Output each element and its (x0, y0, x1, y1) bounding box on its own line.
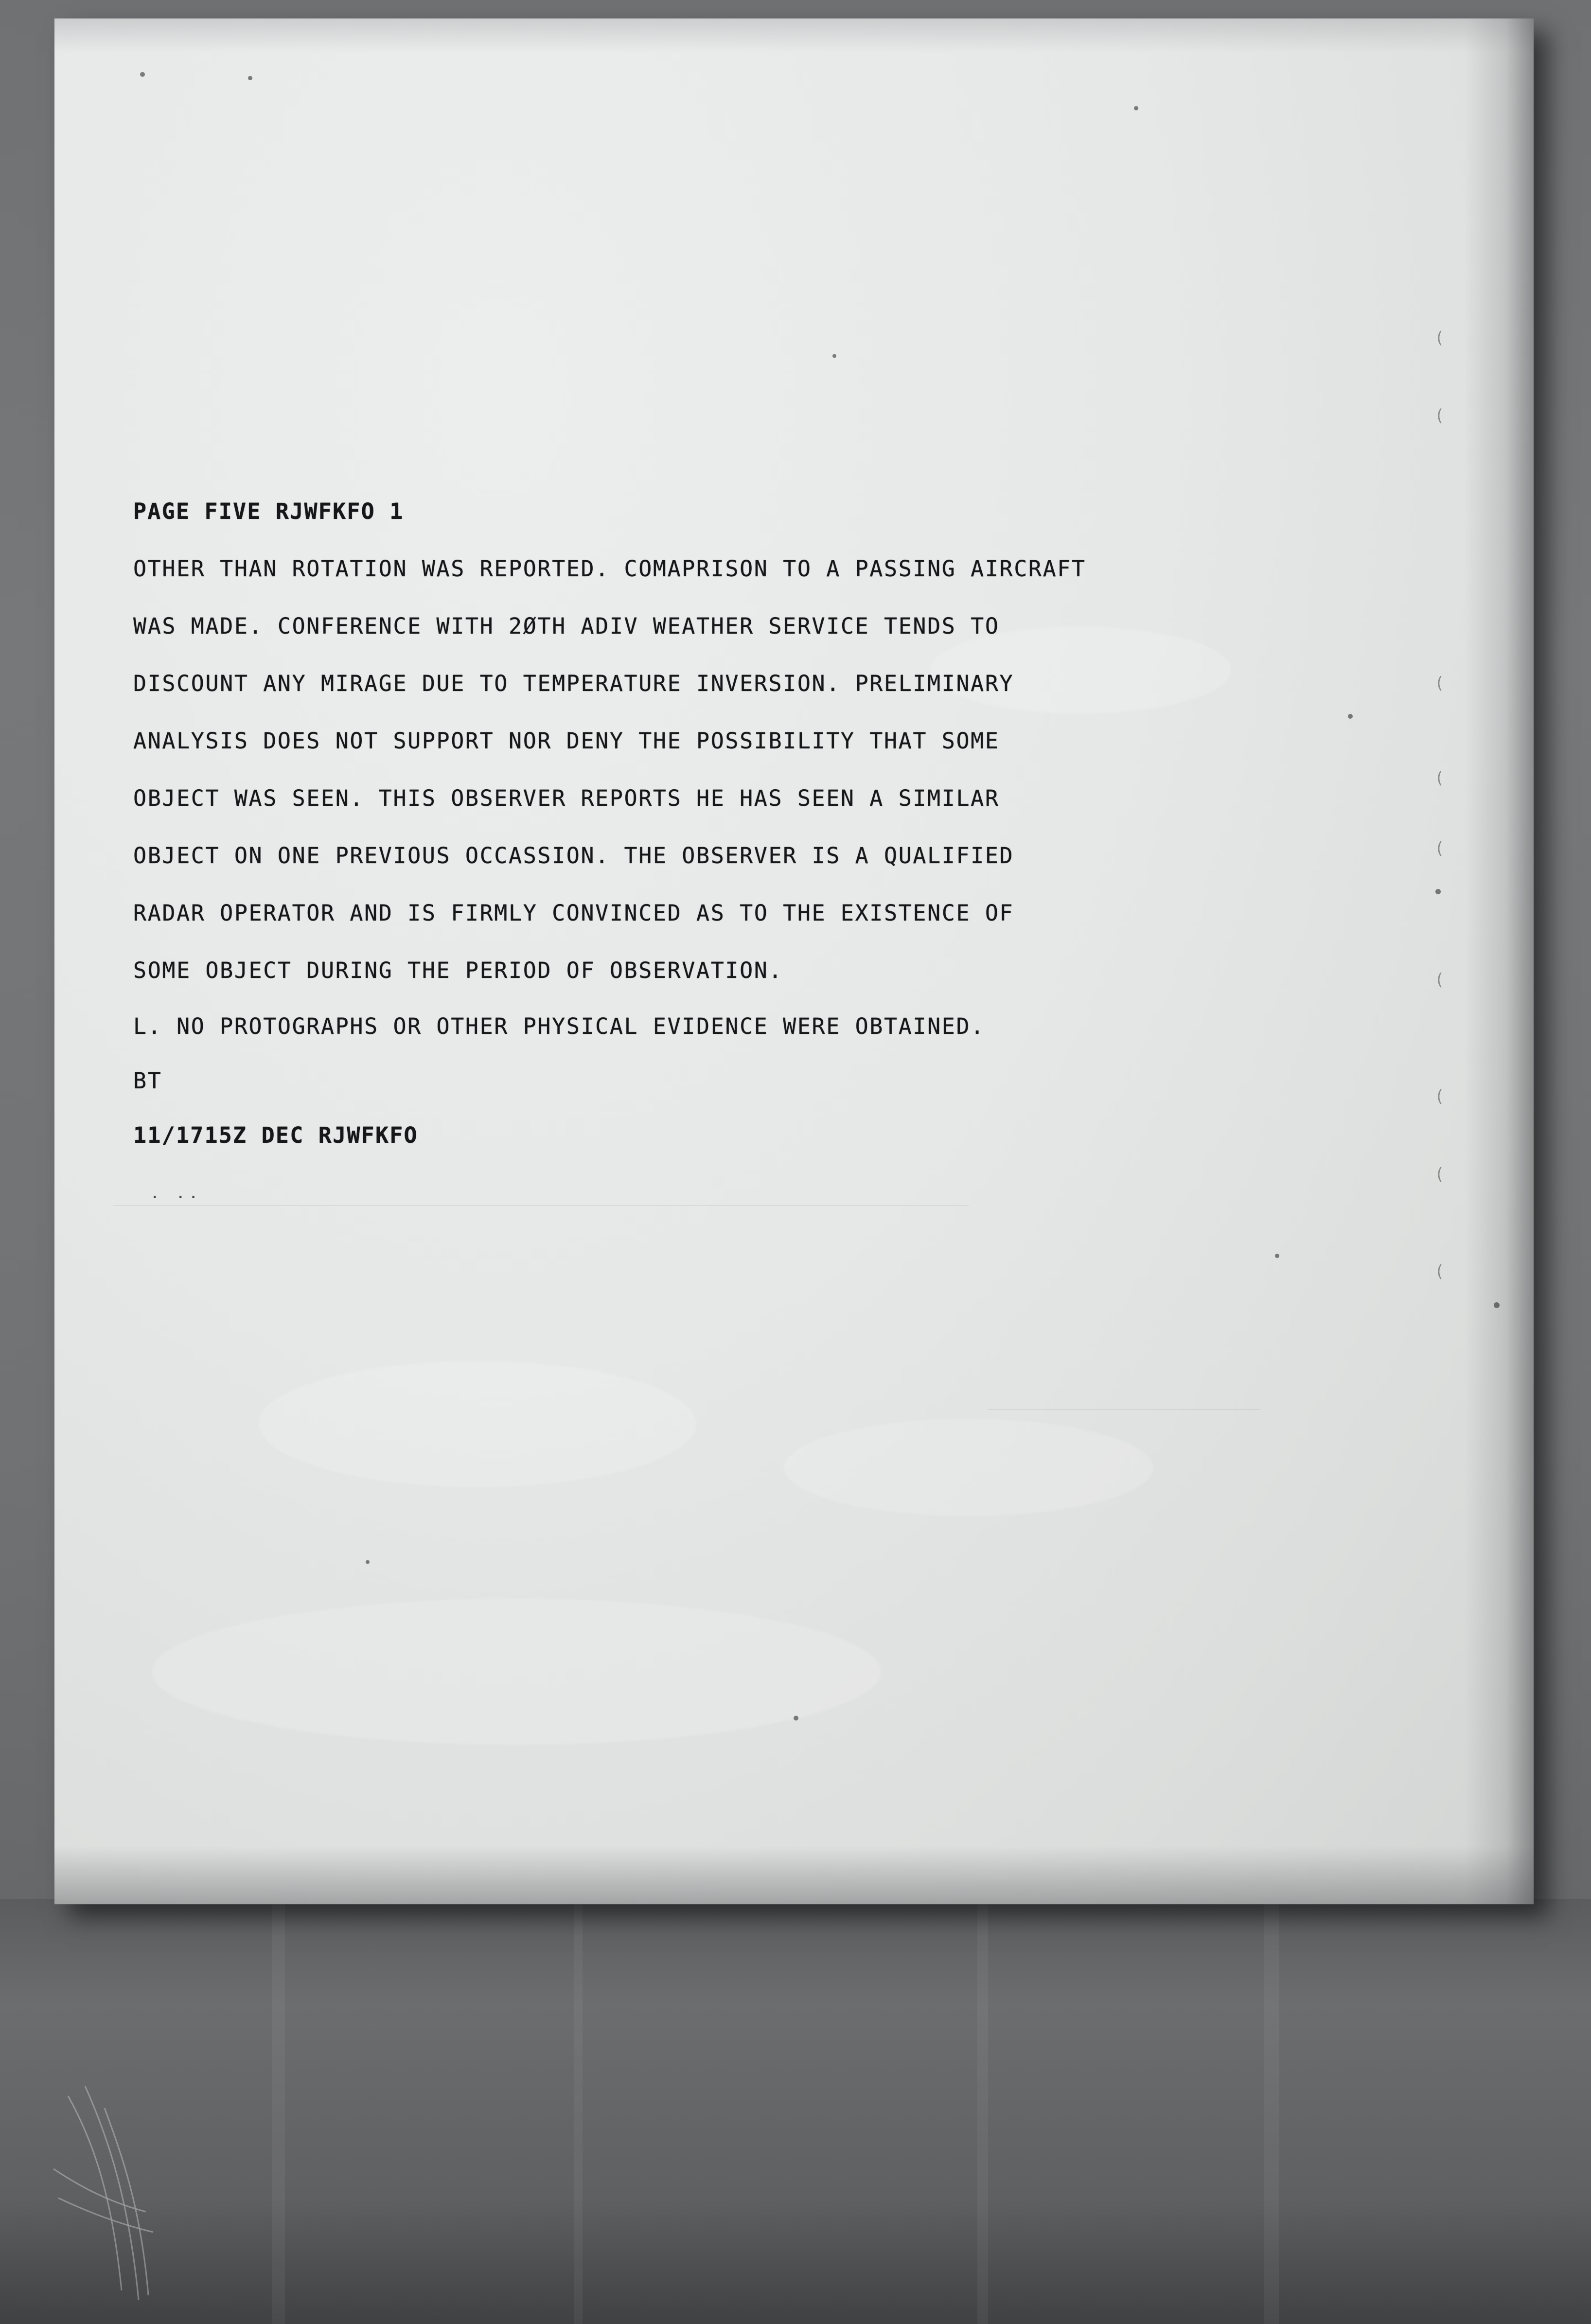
body-line-3: DISCOUNT ANY MIRAGE DUE TO TEMPERATURE INVERSION. PRELIMINARY (133, 671, 1014, 696)
body-line-8: SOME OBJECT DURING THE PERIOD OF OBSERVATION. (133, 958, 783, 983)
break-marker-line: BT (133, 1068, 162, 1094)
body-line-6: OBJECT ON ONE PREVIOUS OCCASSION. THE OBSERVER IS A QUALIFIED (133, 843, 1014, 869)
page-header-line: PAGE FIVE RJWFKFO 1 (133, 498, 404, 524)
page-right-edge-shading (1465, 18, 1534, 1904)
body-line-4: ANALYSIS DOES NOT SUPPORT NOR DENY THE POSSIBILITY THAT SOME (133, 728, 1000, 754)
body-line-1: OTHER THAN ROTATION WAS REPORTED. COMAPRISON TO A PASSING AIRCRAFT (133, 556, 1086, 582)
body-line-2: WAS MADE. CONFERENCE WITH 2ØTH ADIV WEATHER SERVICE TENDS TO (133, 613, 1000, 639)
film-scratch-marks (49, 2081, 253, 2305)
footer-datetime-line: 11/1715Z DEC RJWFKFO (133, 1122, 418, 1148)
page-top-edge-shading (54, 18, 1534, 53)
body-line-5: OBJECT WAS SEEN. THIS OBSERVER REPORTS HE HAS SEEN A SIMILAR (133, 785, 1000, 811)
body-line-7: RADAR OPERATOR AND IS FIRMLY CONVINCED AS TO THE EXISTENCE OF (133, 900, 1014, 926)
document-page: ( ( ( ( ( ( ( ( ( PAGE FIVE RJWFKFO 1 OTHER THAN ROTATION WAS REPORTED. COMAPRISON TO A PASSING AIRCRAFT WAS MADE. CONFERENCE WITH 2ØTH ADIV WEATHER SERVICE TENDS TO DISCOUNT ANY MIRAGE DUE TO TEMPERATURE INVERSION. PRELIMINARY ANALYSIS DOES NOT SUPPORT NOR DENY THE POSSIBILITY THAT SOME OBJECT WAS SEEN. THIS OBSERVER REPORTS HE HAS SEEN A SIMILAR OBJECT ON ONE PREVIOUS OCCASSION. THE OBSERVER IS A QUALIFIED RADAR OPERATOR AND IS FIRMLY CONVINCED AS TO THE EXISTENCE OF SOME OBJECT DURING THE PERIOD OF OBSERVATION. L. NO PROTOGRAPHS OR OTHER PHYSICAL EVIDENCE WERE OBTAINED. BT 11/1715Z DEC RJWFKFO . .. (54, 18, 1534, 1904)
typed-message-body (133, 483, 1349, 1163)
ink-dot-artifact: . .. (150, 1183, 201, 1203)
numbered-item-line: L. NO PROTOGRAPHS OR OTHER PHYSICAL EVIDENCE WERE OBTAINED. (133, 1013, 985, 1039)
page-bottom-edge-shading (54, 1846, 1534, 1904)
